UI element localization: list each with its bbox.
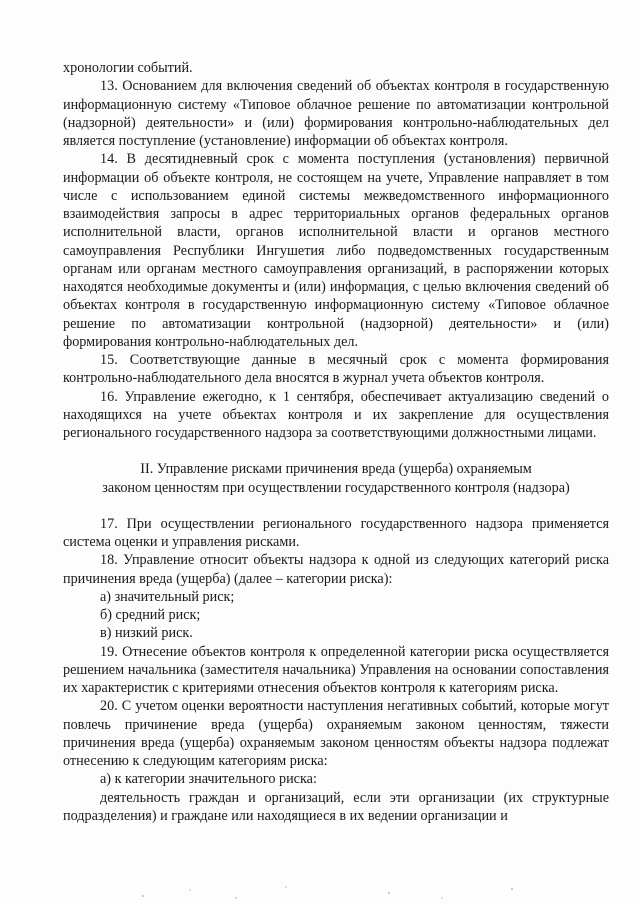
paragraph-18: 18. Управление относит объекты надзора к одной из следующих категорий риска причинения вреда (ущерба) (далее – категории риска): <box>63 552 609 587</box>
spacer <box>63 442 609 460</box>
list-item-a: а) значительный риск; <box>100 588 235 605</box>
paragraph-20-a: а) к категории значительного риска: <box>100 771 317 788</box>
document-body <box>63 59 609 825</box>
paragraph-20: 20. С учетом оценки вероятности наступления негативных событий, которые могут повлечь причинение вреда (ущерба) охраняемым законом ценностям, тяжести причинения вреда (ущерба) охраняемым законом ценностям объекты надзора подлежат отнесению к следующим категориям риска: <box>63 698 609 769</box>
section-heading <box>63 460 609 497</box>
section-heading-line-1: II. Управление рисками причинения вреда (ущерба) охраняемым <box>140 461 532 478</box>
paragraph-19: 19. Отнесение объектов контроля к определенной категории риска осуществляется решением начальника (заместителя начальника) Управления на основании сопоставления их характеристик с критериями отнесения объектов контроля к категориям риска. <box>63 643 609 696</box>
paragraph-14: 14. В десятидневный срок с момента поступления (установления) первичной информации об объекте контроля, не состоящем на учете, Управление направляет в том числе с использованием единой системы межведомственного информационного взаимодействия запросы в адрес территориальных органов федеральных органов исполнительной власти, органов исполнительной власти и органов местного самоуправления Республики Ингушетия либо подведомственных государственным органам или органам местного самоуправления организаций, в распоряжении которых находятся необходимые документы и (или) информация, с целью включения сведений об объектах контроля в государственную информационную систему «Типовое облачное решение по автоматизации контрольной (надзорной) деятельности» и (или) формирования контрольно-наблюдательных дел. <box>63 151 609 350</box>
spacer <box>63 497 609 515</box>
paragraph-16: 16. Управление ежегодно, к 1 сентября, обеспечивает актуализацию сведений о находящихся на учете объектах контроля и их закрепление для осуществления регионального государственного надзора за соответствующими должностными лицами. <box>63 388 609 441</box>
paragraph-20-a-text: деятельность граждан и организаций, если эти организации (их структурные подразделения) и граждане или находящиеся в их ведении организации и <box>63 789 609 824</box>
paragraph-13: 13. Основанием для включения сведений об объектах контроля в государственную информационную систему «Типовое облачное решение по автоматизации контрольной (надзорной) деятельности» и (или) формирования контрольно-наблюдательных дел является поступление (установление) информации об объектах контроля. <box>63 78 609 149</box>
paragraph-continuation: хронологии событий. <box>63 60 193 76</box>
list-item-c: в) низкий риск. <box>100 625 193 642</box>
paragraph-17: 17. При осуществлении регионального государственного надзора применяется система оценки и управления рисками. <box>63 515 609 550</box>
list-item-b: б) средний риск; <box>100 607 201 623</box>
section-heading-line-2: законом ценностям при осуществлении государственного контроля (надзора) <box>102 479 570 496</box>
paragraph-15: 15. Соответствующие данные в месячный срок с момента формирования контрольно-наблюдательного дела вносятся в журнал учета объектов контроля. <box>63 352 609 387</box>
